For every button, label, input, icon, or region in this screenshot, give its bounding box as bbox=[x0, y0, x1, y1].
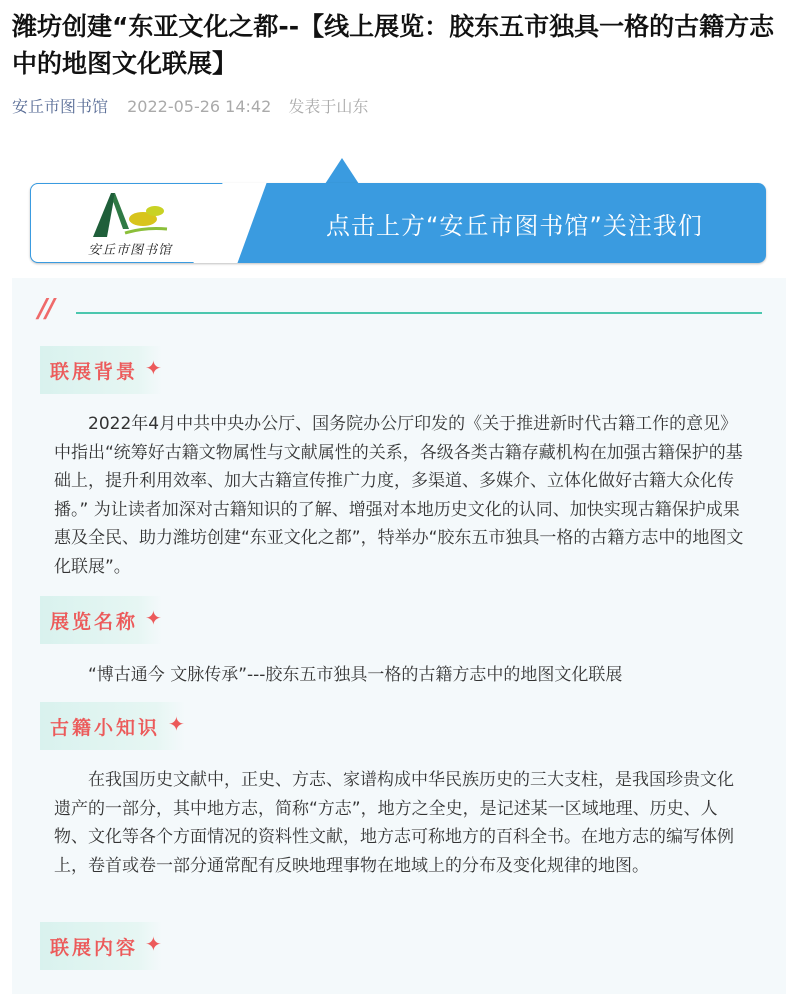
star-sparkle-icon: ✦ bbox=[145, 356, 162, 380]
section-heading-background bbox=[40, 922, 162, 970]
article-title: 潍坊创建“东亚文化之都--【线上展览：胶东五市独具一格的古籍方志中的地图文化联展】 bbox=[12, 12, 775, 78]
section-heading-background bbox=[40, 702, 185, 750]
divider-line bbox=[76, 312, 762, 314]
follow-banner-text[interactable]: 点击上方“安丘市图书馆”关注我们 bbox=[326, 212, 703, 240]
follow-banner[interactable] bbox=[30, 183, 766, 263]
article-body bbox=[12, 278, 786, 994]
star-sparkle-icon: ✦ bbox=[145, 932, 162, 956]
section-heading: 古籍小知识 bbox=[50, 717, 161, 739]
double-slash-icon: // bbox=[38, 294, 53, 324]
banner-pointer-icon bbox=[325, 158, 359, 184]
section-paragraph: 在我国历史文献中，正史、方志、家谱构成中华民族历史的三大支柱，是我国珍贵文化遗产的一部分，其中地方志，简称“方志”，地方之全史，是记述某一区域地理、历史、人物、文化等各个方面情况的资料性文献，地方志可称地方的百科全书。在地方志的编写体例上，卷首或卷一部分通常配有反映地理事物在地域上的分布及变化规律的地图。 bbox=[54, 770, 734, 876]
section-heading-background bbox=[40, 596, 162, 644]
section-heading: 联展内容 bbox=[50, 937, 139, 959]
star-sparkle-icon: ✦ bbox=[168, 712, 185, 736]
section-heading: 展览名称 bbox=[50, 611, 139, 633]
author-link[interactable]: 安丘市图书馆 bbox=[12, 97, 109, 116]
section-paragraph: 2022年4月中共中央办公厅、国务院办公厅印发的《关于推进新时代古籍工作的意见》中指出“统筹好古籍文物属性与文献属性的关系，各级各类古籍存藏机构在加强古籍保护的基础上，提升利用效率、加大古籍宣传推广力度，多渠道、多媒介、立体化做好古籍大众化传播。” 为让读者加深对古籍知识的了解、增强对本地历史文化的认同、加快实现古籍保护成果惠及全民、助力潍坊创建“东亚文化之都”，特举办“胶东五市独具一格的古籍方志中的地图文化联展”。 bbox=[54, 414, 744, 577]
library-logo-caption: 安丘市图书馆 bbox=[88, 243, 173, 258]
publish-location: 发表于山东 bbox=[288, 97, 369, 116]
star-sparkle-icon: ✦ bbox=[145, 606, 162, 630]
library-logo-icon bbox=[85, 189, 175, 241]
section-heading-background bbox=[40, 346, 162, 394]
publish-time: 2022-05-26 14:42 bbox=[127, 97, 272, 116]
section-heading: 联展背景 bbox=[50, 361, 139, 383]
article-meta bbox=[12, 94, 368, 117]
section-paragraph: “博古通今 文脉传承”---胶东五市独具一格的古籍方志中的地图文化联展 bbox=[88, 665, 623, 685]
